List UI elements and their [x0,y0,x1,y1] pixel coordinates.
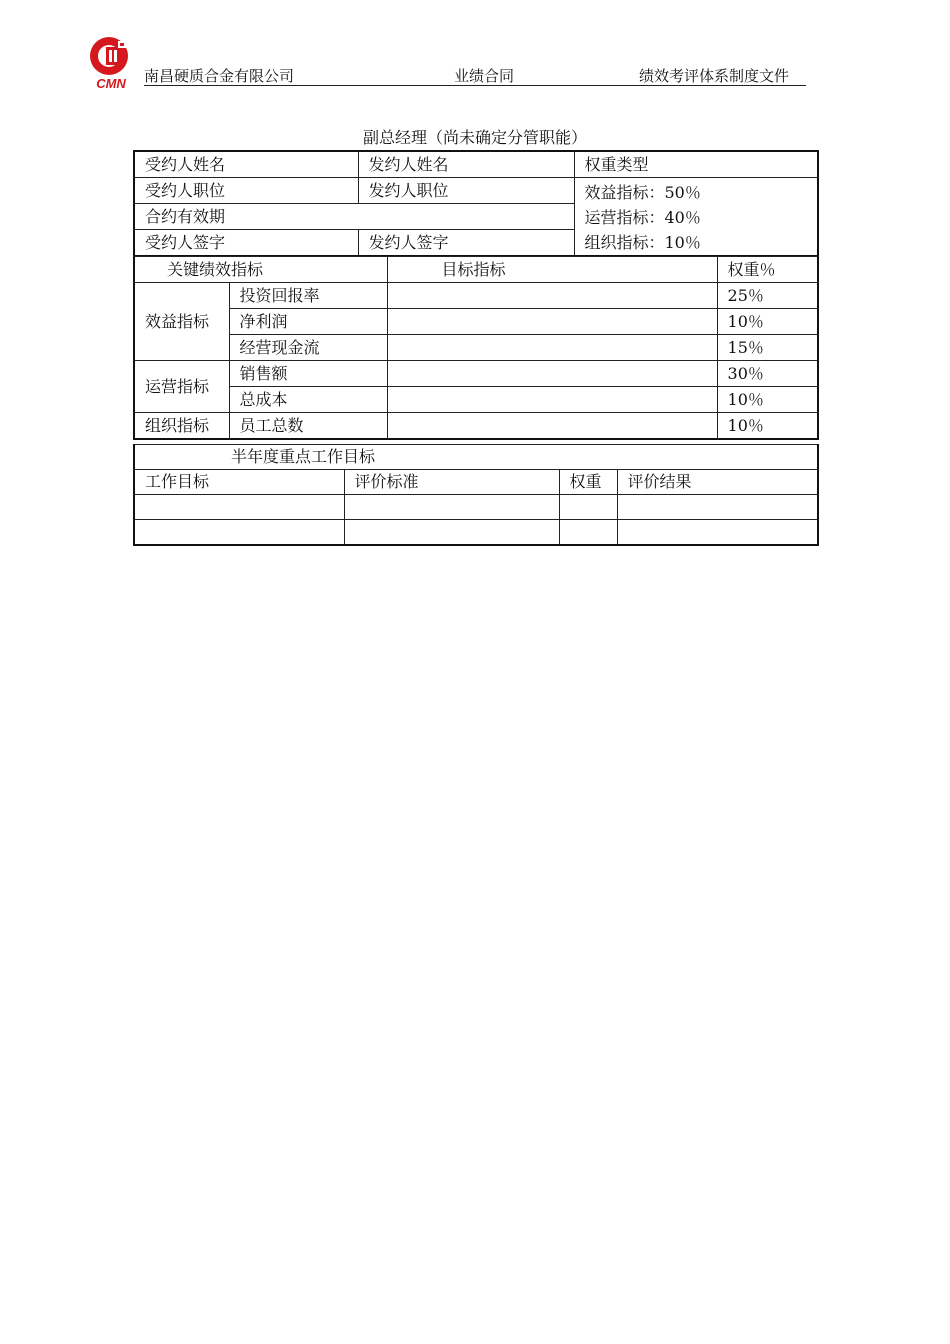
table-title-row [134,445,818,470]
weight-operation: 运营指标：40％ [584,208,701,227]
kpi-item-weight: 30％ [717,361,818,387]
kpi-item-name: 员工总数 [229,413,387,440]
halfyear-header-weight: 权重 [559,470,617,495]
kpi-item-name: 净利润 [229,309,387,335]
kpi-header-weight: 权重％ [717,257,818,283]
kpi-item-name: 经营现金流 [229,335,387,361]
kpi-item-weight: 25％ [717,283,818,309]
kpi-group-name: 效益指标 [134,283,229,361]
table-header-row [134,470,818,495]
kpi-item-target [387,309,717,335]
halfyear-weight-cell [559,495,617,520]
header-doc-series: 绩效考评体系制度文件 [639,67,790,85]
kpi-item-weight: 10％ [717,387,818,413]
table-row [134,151,818,178]
header-divider [144,85,806,86]
table-row [134,309,818,335]
halfyear-result-cell [617,520,818,546]
halfyear-goal-cell [134,520,344,546]
halfyear-criteria-cell [344,495,559,520]
promisor-name-label: 发约人姓名 [358,151,574,178]
kpi-group-name: 组织指标 [134,413,229,440]
kpi-item-target [387,413,717,440]
weight-benefit: 效益指标：50％ [584,183,701,202]
header-doc-type: 业绩合同 [454,67,515,85]
halfyear-result-cell [617,495,818,520]
contract-period-label: 合约有效期 [134,204,574,230]
table-row [134,413,818,440]
kpi-header-indicator: 关键绩效指标 [134,257,387,283]
kpi-item-name: 销售额 [229,361,387,387]
table-row [134,520,818,546]
weight-type-label: 权重类型 [574,151,818,178]
kpi-item-weight: 10％ [717,413,818,440]
page-title: 副总经理（尚未确定分管职能） [362,128,587,147]
promisee-name-label: 受约人姓名 [134,151,358,178]
table-row [134,283,818,309]
kpi-table [133,256,819,440]
kpi-item-weight: 10％ [717,309,818,335]
halfyear-header-goal: 工作目标 [134,470,344,495]
promisee-sign-label: 受约人签字 [134,230,358,257]
table-row [134,335,818,361]
halfyear-goal-cell [134,495,344,520]
page-header [86,36,808,92]
contract-info-table [133,150,819,257]
kpi-item-name: 总成本 [229,387,387,413]
halfyear-header-criteria: 评价标准 [344,470,559,495]
kpi-item-name: 投资回报率 [229,283,387,309]
table-row [134,495,818,520]
table-row [134,361,818,387]
halfyear-header-result: 评价结果 [617,470,818,495]
halfyear-title: 半年度重点工作目标 [134,445,818,470]
table-row [134,387,818,413]
weight-organization: 组织指标：10％ [584,233,701,252]
promisor-position-label: 发约人职位 [358,178,574,204]
logo-text: CMN [96,76,126,91]
kpi-item-target [387,283,717,309]
halfyear-goals-table [133,444,819,546]
halfyear-criteria-cell [344,520,559,546]
weight-list [574,178,818,257]
kpi-item-target [387,361,717,387]
kpi-item-target [387,335,717,361]
kpi-header-target: 目标指标 [387,257,717,283]
kpi-item-target [387,387,717,413]
table-row [134,178,818,204]
halfyear-weight-cell [559,520,617,546]
kpi-item-weight: 15％ [717,335,818,361]
table-header-row [134,257,818,283]
promisor-sign-label: 发约人签字 [358,230,574,257]
company-name: 南昌硬质合金有限公司 [144,67,295,85]
kpi-group-name: 运营指标 [134,361,229,413]
promisee-position-label: 受约人职位 [134,178,358,204]
